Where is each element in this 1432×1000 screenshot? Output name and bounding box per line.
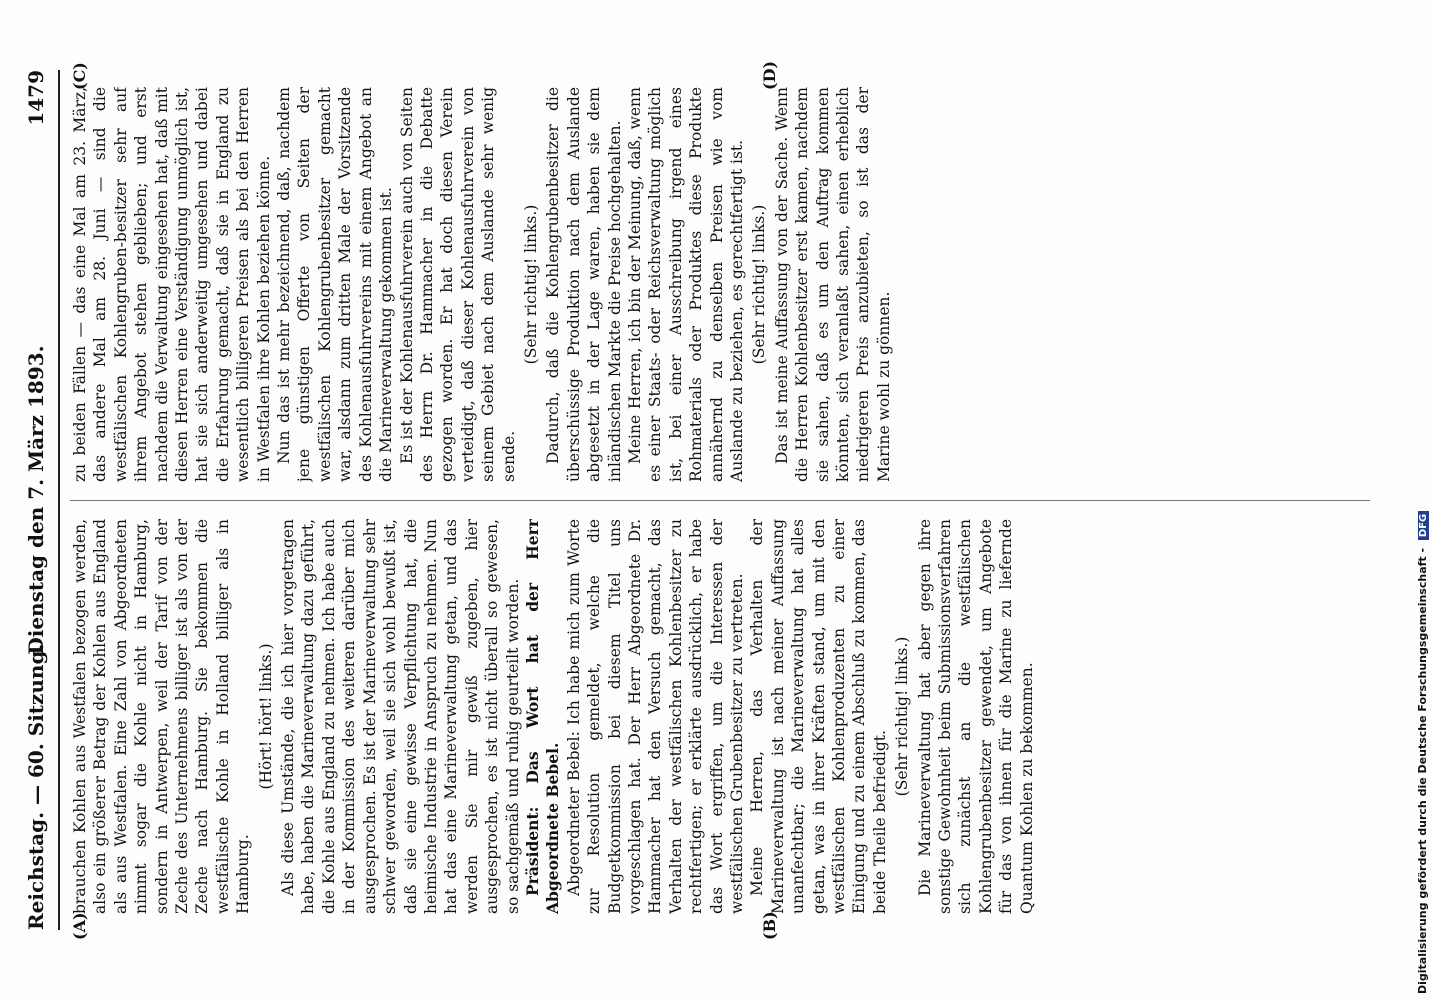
president-remark: Präsident: Das Wort hat der Herr Abgeordnete Bebel. — [522, 519, 563, 914]
paragraph: Als diese Umstände, die ich hier vorgetragen habe, haben die Marineverwaltung dazu geführt, die Kohle aus England zu nehmen. Ich habe auch in der Kommission des weiteren darüber mich ausgesprochen. Es ist der Marineverwaltung sehr schwer geworden, weil sie sich wohl bewußt ist, daß sie eine gewisse Verpflichtung hat, die heimische Industrie in Anspruch zu nehmen. Nun hat das eine Marineverwaltung getan, und das werden Sie mir gewiß zugeben, hier ausgesprochen, es ist nicht überall so gewesen, so sachgemäß und ruhig geurteilt worden. — [279, 519, 522, 914]
column-divider — [70, 500, 1370, 501]
paragraph: Das ist meine Auffassung von der Sache. Wenn die Herren Kohlenbesitzer erst kamen, nachdem sie sahen, daß es um den Auftrag kommen könnten, sich veranlaßt sahen, einen erheblich niedrigeren Preis anzubieten, so ist das der Marine wohl zu gönnen. — [772, 87, 893, 482]
paragraph: Dadurch, daß die Kohlengrubenbesitzer die überschüssige Produktion nach dem Auslande abgesetzt in der Lage waren, haben sie dem inländischen Markte die Preise hochgehalten. — [544, 87, 624, 482]
interjection: (Sehr richtig! links.) — [521, 204, 540, 365]
right-column — [70, 87, 1390, 482]
header-rule — [58, 70, 60, 930]
paragraph: brauchen Kohlen aus Westfalen bezogen werden, also ein größerer Betrag der Kohlen aus England als aus Westfalen. Eine Zahl von Abgeordneten nimmt sogar die Kohle nicht in Hamburg, sondern in Antwerpen, weil der Tarif von der Zeche des Unternehmens billiger ist als von der Zeche nach Hamburg. Sie bekommen die westfälische Kohle in Holland billiger als in Hamburg. — [71, 519, 253, 914]
header-session: Reichstag. — 60. Sitzung. — [24, 643, 48, 930]
interjection: (Sehr richtig! links.) — [893, 636, 912, 797]
left-column — [70, 519, 1390, 914]
paragraph: Es ist der Kohlenausfuhrverein auch von Seiten des Herrn Dr. Hammacher in die Debatte gezogen worden. Er hat doch diesen Verein verteidigt, daß dieser Kohlenausfuhrverein von seinem Gebiet nach dem Auslande sehr wenig sende. — [397, 87, 518, 482]
margin-mark-b: (B) — [760, 911, 779, 940]
page-header — [14, 70, 54, 930]
paragraph: Die Marineverwaltung hat aber gegen ihre sonstige Gewohnheit beim Submissionsverfahren sich zunächst an die westfälischen Kohlengrubenbesitzer gewendet, um Angebote für das von ihnen für die Marine zu liefernde Quantum Kohlen zu bekommen. — [915, 519, 1036, 914]
margin-mark-a: (A) — [70, 912, 89, 940]
interjection: (Hört! hört! links.) — [256, 643, 275, 790]
footer-credit: Digitalisierung gefördert durch die Deutsche Forschungsgemeinschaft - — [1416, 547, 1429, 994]
paragraph: Meine Herren, das Verhalten der Marineverwaltung ist nach meiner Auffassung unanfechtbar; die Marineverwaltung hat alles getan, was in ihrer Kräften stand, um mit den westfälischen Kohlenproduzenten zu einer Einigung und zu einem Abschluß zu kommen, das beide Theile befriedigt. — [748, 519, 889, 914]
paragraph: Nun das ist mehr bezeichnend, daß, nachdem jene günstigen Offerte von Seiten der westfälischen Kohlengrubenbesitzer gemacht war, alsdann zum dritten Male der Vorsitzende des Kohlenausfuhrvereins mit einem Angebot an die Marineverwaltung gekommen ist. — [275, 87, 396, 482]
header-page-number: 1479 — [24, 70, 48, 126]
margin-mark-d: (D) — [760, 60, 779, 90]
paragraph: Abgeordneter Bebel: Ich habe mich zum Worte zur Resolution gemeldet, welche die Budgetkommission bei diesem Titel uns vorgeschlagen hat. Der Herr Abgeordnete Dr. Hammacher hat den Versuch gemacht, das Verhalten der westfälischen Kohlenbesitzer zu rechtfertigen; er erklärte ausdrücklich, er habe das Wort ergriffen, um die Interessen der westfälischen Grubenbesitzer zu vertreten. — [564, 519, 746, 914]
header-date: Dienstag den 7. März 1893. — [24, 345, 48, 655]
interjection: (Sehr richtig! links.) — [750, 204, 769, 365]
digitization-footer — [1416, 0, 1432, 1000]
margin-mark-c: (C) — [70, 62, 89, 90]
dfg-logo: DFG — [1418, 511, 1429, 540]
paragraph: zu beiden Fällen — das eine Mal am 23. März, das andere Mal am 28. Juni — sind die westfälischen Kohlengruben-besitzer sehr auf ihrem Angebot stehen geblieben; und erst nachdem die Verwaltung eingesehen hat, daß mit diesen Herren eine Verständigung unmöglich ist, hat sie sich anderweitig umgesehen und dabei die Erfahrung gemacht, daß sie in England zu wesentlich billigeren Preisen als bei den Herren in Westfalen ihre Kohlen beziehen könne. — [71, 87, 273, 482]
paragraph: Meine Herren, ich bin der Meinung, daß, wenn es einer Staats- oder Reichsverwaltung möglich ist, bei einer Ausschreibung irgend eines Rohmaterials oder Produktes diese Produkte annähernd zu denselben Preisen wie vom Auslande zu beziehen, es gerechtfertigt ist. — [625, 87, 746, 482]
